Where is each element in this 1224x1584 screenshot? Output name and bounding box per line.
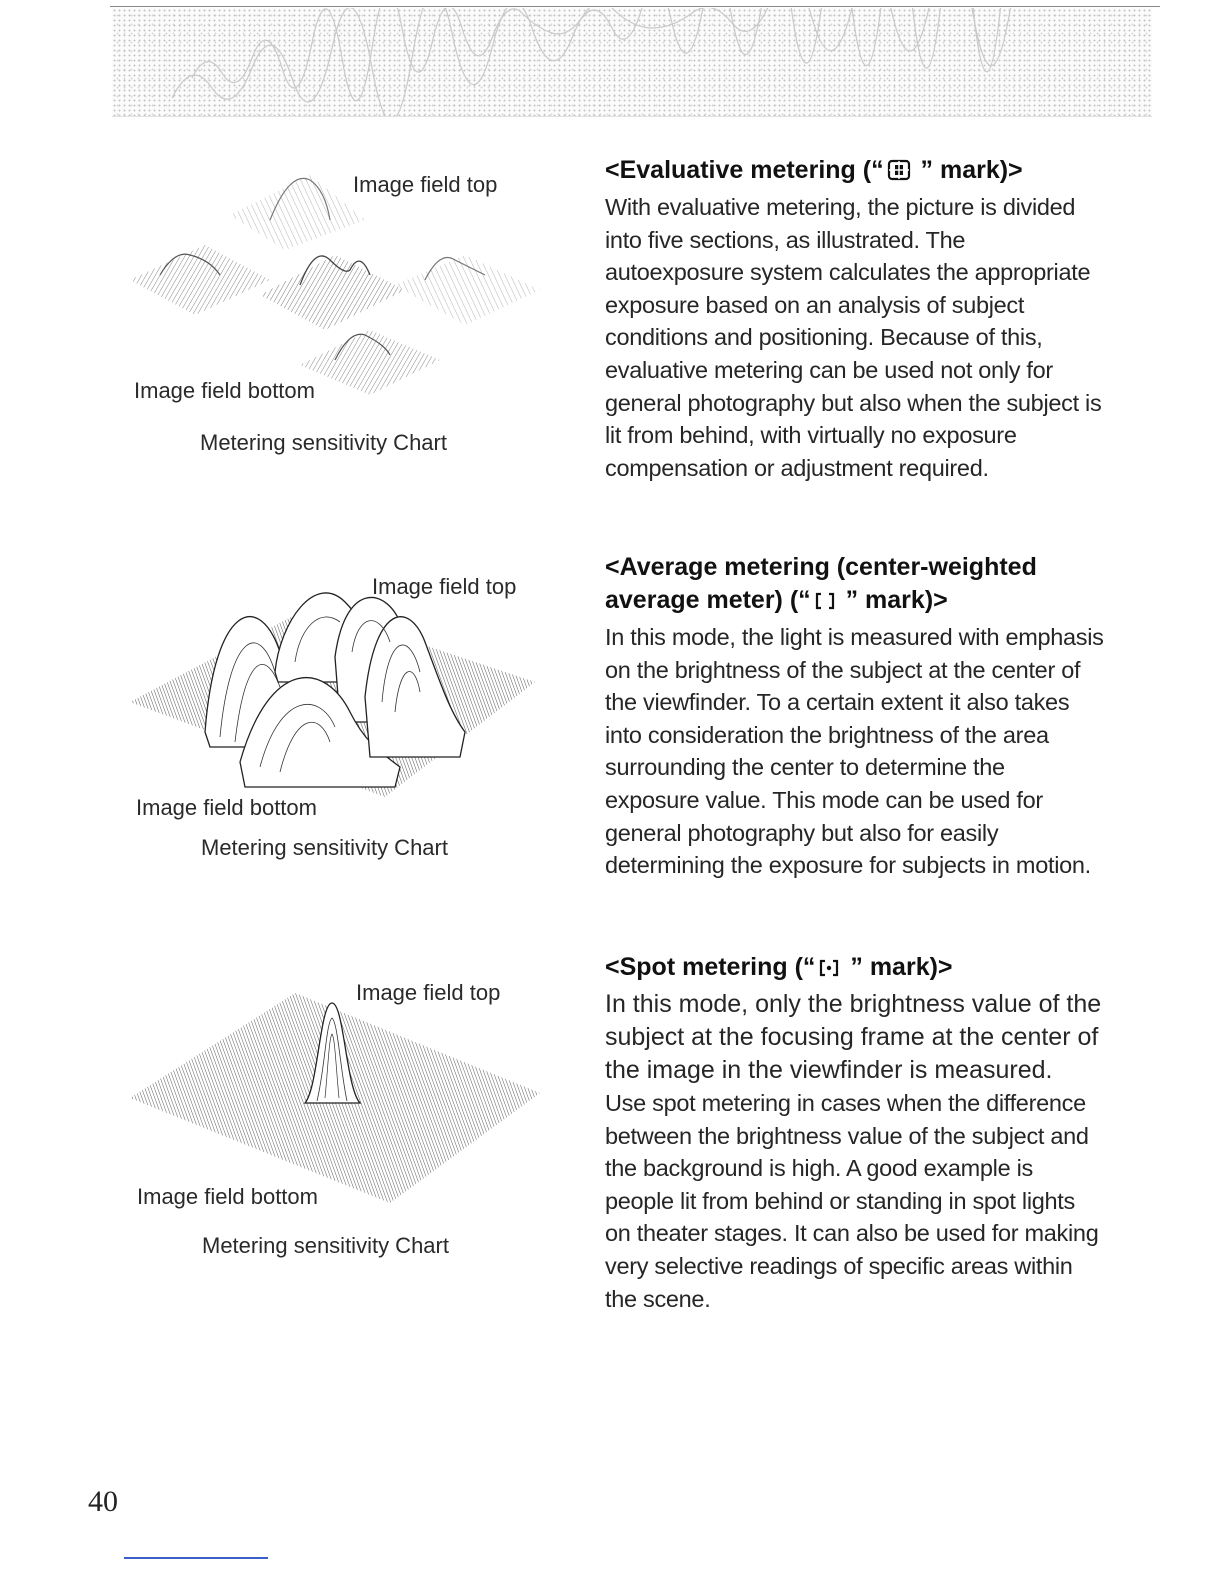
right-section-tile	[395, 255, 540, 325]
footer-rule	[124, 1557, 268, 1559]
label-image-field-bottom: Image field bottom	[134, 378, 315, 403]
top-rule	[110, 6, 1160, 7]
section-heading: <Average metering (center-weighted average meter) (“ ” mark)>	[605, 553, 1037, 614]
label-image-field-top: Image field top	[356, 980, 501, 1005]
section-heading: <Spot metering (“ ” mark)>	[605, 953, 953, 981]
section-body: Use spot metering in cases when the difference between the brightness value of the subject and the background is high. A good example is people lit from behind or standing in spot lights on theater stages. It can also be used for making very selective readings of specific areas within the scene.	[605, 1090, 1099, 1312]
section-body: In this mode, the light is measured with emphasis on the brightness of the subject at the center of the viewfinder. To a certain extent it also takes into consideration the brightness of the area surrounding the center to determine the exposure value. This mode can be used for general photography but also for easily determining the exposure for subjects in motion.	[605, 624, 1104, 879]
left-section-tile	[130, 245, 270, 315]
figure-caption: Metering sensitivity Chart	[201, 835, 448, 860]
label-image-field-top: Image field top	[353, 172, 498, 197]
average-sensitivity-chart	[120, 562, 550, 882]
page-number: 40	[88, 1485, 118, 1518]
spot-metering-figure	[120, 968, 550, 1288]
section-body: With evaluative metering, the picture is divided into five sections, as illustrated. The autoexposure system calculates the appropriate exposure based on an analysis of subject conditions and positioning. Because of this, evaluative metering can be used not only for general photography but also when the subject is lit from behind, with virtually no exposure compensation or adjustment required.	[605, 194, 1102, 481]
header-banner	[112, 8, 1152, 117]
label-image-field-bottom: Image field bottom	[136, 795, 317, 820]
average-metering-figure	[120, 562, 550, 882]
label-image-field-bottom: Image field bottom	[137, 1184, 318, 1209]
center-section-tile	[260, 255, 405, 330]
section-heading: <Evaluative metering (“ ” mark)>	[605, 156, 1023, 184]
evaluative-metering-section	[605, 154, 1105, 484]
figure-caption: Metering sensitivity Chart	[202, 1233, 449, 1258]
figure-caption: Metering sensitivity Chart	[200, 430, 447, 455]
spot-metering-section	[605, 951, 1105, 1315]
evaluative-metering-icon	[887, 159, 911, 181]
section-lead: In this mode, only the brightness value of the subject at the focusing frame at the center of the image in the viewfinder is measured.	[605, 990, 1102, 1084]
top-section-tile	[230, 175, 365, 250]
spot-metering-icon	[818, 958, 840, 978]
center-weighted-metering-icon	[814, 591, 836, 611]
evaluative-metering-figure	[120, 160, 550, 480]
label-image-field-top: Image field top	[372, 574, 517, 599]
banner-texture	[112, 8, 1152, 116]
average-metering-section	[605, 551, 1105, 882]
bottom-section-tile	[300, 330, 440, 395]
